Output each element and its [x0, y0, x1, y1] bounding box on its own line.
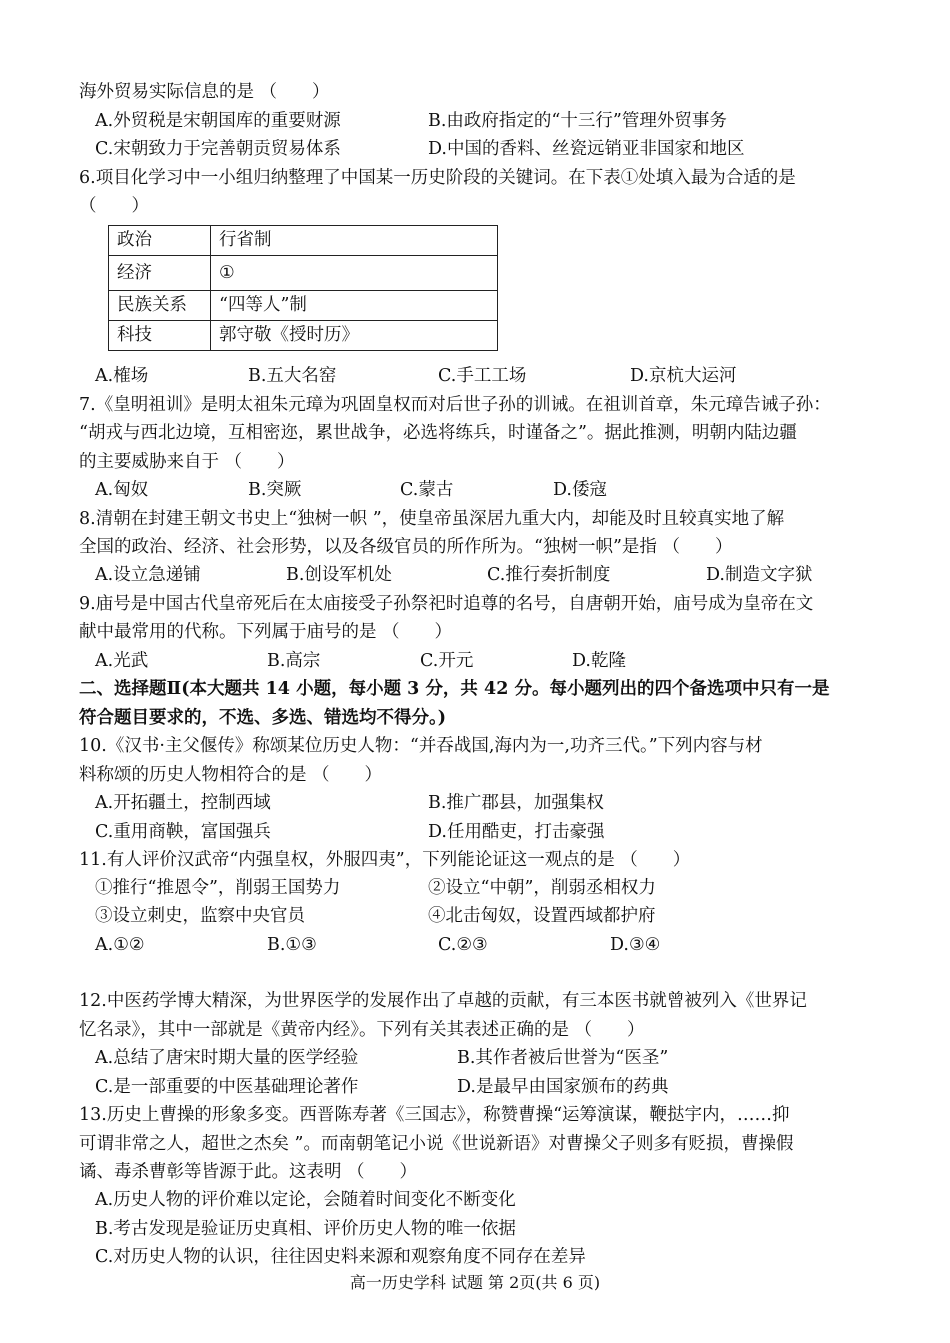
q6-option-d: D.京杭大运河 — [630, 366, 737, 386]
q9-option-d: D.乾隆 — [572, 651, 626, 671]
q13-option-c: C.对历史人物的认识，往往因史料来源和观察角度不同存在差异 — [95, 1247, 586, 1267]
q7-option-c: C.蒙古 — [400, 480, 454, 500]
q6-option-b: B.五大名窑 — [248, 366, 337, 386]
q11-option-b: B.①③ — [267, 935, 317, 955]
q11-item-2: ②设立“中朝”，削弱丞相权力 — [428, 878, 656, 898]
table-key: 经济 — [109, 256, 211, 291]
q12-stem-line: 12.中医药学博大精深，为世界医学的发展作出了卓越的贡献，有三本医书就曾被列入《世界记 — [79, 991, 807, 1011]
table-key: 科技 — [109, 321, 211, 351]
section-2-heading-cont: 符合题目要求的，不选、多选、错选均不得分。) — [79, 708, 447, 728]
q6-stem: 6.项目化学习中一小组归纳整理了中国某一历史阶段的关键词。在下表①处填入最为合适的是 — [79, 168, 796, 188]
q13-stem-line: 可谓非常之人，超世之杰矣 ”。而南朝笔记小说《世说新语》对曹操父子则多有贬损，曹操假 — [79, 1134, 794, 1154]
q5-option-b: B.由政府指定的“十三行”管理外贸事务 — [428, 111, 727, 131]
q8-stem-line: 8.清朝在封建王朝文书史上“独树一帜 ”，使皇帝虽深居九重大内，却能及时且较真实地了解 — [79, 509, 785, 529]
q11-option-c: C.②③ — [438, 935, 488, 955]
q9-option-a: A.光武 — [95, 651, 149, 671]
q9-stem-line: 9.庙号是中国古代皇帝死后在太庙接受子孙祭祀时追尊的名号，自唐朝开始，庙号成为皇帝在文 — [79, 594, 814, 614]
q6-keyword-table — [108, 225, 498, 351]
table-key: 政治 — [109, 226, 211, 256]
q7-option-b: B.突厥 — [248, 480, 302, 500]
q12-option-a: A.总结了唐宋时期大量的医学经验 — [95, 1048, 359, 1068]
q11-item-4: ④北击匈奴，设置西域都护府 — [428, 906, 656, 926]
q8-option-b: B.创设军机处 — [286, 565, 392, 585]
q12-option-d: D.是最早由国家颁布的药典 — [457, 1077, 669, 1097]
q13-option-b: B.考古发现是验证历史真相、评价历史人物的唯一依据 — [95, 1219, 516, 1239]
q12-stem-line: 忆名录》，其中一部就是《黄帝内经》。下列有关其表述正确的是 （ ） — [79, 1020, 645, 1040]
q10-stem-line: 料称颂的历史人物相符合的是 （ ） — [79, 765, 383, 785]
q6-option-a: A.榷场 — [95, 366, 149, 386]
table-row — [109, 226, 498, 256]
q8-option-c: C.推行奏折制度 — [487, 565, 611, 585]
q6-stem-bracket: （ ） — [79, 196, 149, 216]
q10-option-d: D.任用酷吏，打击豪强 — [428, 822, 605, 842]
q11-stem: 11.有人评价汉武帝“内强皇权，外服四夷”，下列能论证这一观点的是 （ ） — [79, 850, 691, 870]
q11-option-a: A.①② — [95, 935, 145, 955]
q8-option-d: D.制造文字狱 — [706, 565, 813, 585]
q6-option-c: C.手工工场 — [438, 366, 527, 386]
q5-option-c: C.宋朝致力于完善朝贡贸易体系 — [95, 139, 341, 159]
q7-option-d: D.倭寇 — [553, 480, 607, 500]
table-value: “四等人”制 — [211, 291, 498, 321]
q8-stem-line: 全国的政治、经济、社会形势，以及各级官员的所作所为。“独树一帜”是指 （ ） — [79, 537, 733, 557]
q12-option-c: C.是一部重要的中医基础理论著作 — [95, 1077, 359, 1097]
table-value: 郭守敬《授时历》 — [211, 321, 498, 351]
table-value: ① — [211, 256, 498, 291]
q11-item-1: ①推行“推恩令”，削弱王国势力 — [95, 878, 341, 898]
q10-option-a: A.开拓疆土，控制西域 — [95, 793, 271, 813]
section-2-heading: 二、选择题Ⅱ(本大题共 14 小题，每小题 3 分，共 42 分。每小题列出的四个备选项中只有一是 — [79, 679, 830, 699]
q7-stem-line: “胡戎与西北边境，互相密迩，累世战争，必选将练兵，时谨备之”。据此推测，明朝内陆边疆 — [79, 423, 797, 443]
q7-option-a: A.匈奴 — [95, 480, 149, 500]
q11-option-d: D.③④ — [610, 935, 661, 955]
table-row — [109, 256, 498, 291]
q10-stem-line: 10.《汉书·主父偃传》称颂某位历史人物：“并吞战国,海内为一,功齐三代。”下列内容与材 — [79, 736, 763, 756]
q5-option-d: D.中国的香料、丝瓷远销亚非国家和地区 — [428, 139, 745, 159]
table-row — [109, 291, 498, 321]
q5-option-a: A.外贸税是宋朝国库的重要财源 — [95, 111, 341, 131]
q13-option-a: A.历史人物的评价难以定论，会随着时间变化不断变化 — [95, 1190, 516, 1210]
q10-option-b: B.推广郡县，加强集权 — [428, 793, 604, 813]
q9-option-c: C.开元 — [420, 651, 474, 671]
table-row — [109, 321, 498, 351]
q13-stem-line: 谲、毒杀曹彰等皆源于此。这表明 （ ） — [79, 1162, 418, 1182]
q8-option-a: A.设立急递铺 — [95, 565, 201, 585]
table-key: 民族关系 — [109, 291, 211, 321]
q7-stem-line: 7.《皇明祖训》是明太祖朱元璋为巩固皇权而对后世子孙的训诫。在祖训首章，朱元璋告诫子孙： — [79, 395, 831, 415]
q7-stem-line: 的主要威胁来自于 （ ） — [79, 452, 295, 472]
q9-stem-line: 献中最常用的代称。下列属于庙号的是 （ ） — [79, 622, 453, 642]
q11-item-3: ③设立刺史，监察中央官员 — [95, 906, 305, 926]
table-value: 行省制 — [211, 226, 498, 256]
q5-stem-tail: 海外贸易实际信息的是 （ ） — [79, 82, 330, 102]
page-footer: 高一历史学科 试题 第 2页(共 6 页) — [349, 1273, 601, 1292]
q12-option-b: B.其作者被后世誉为“医圣” — [457, 1048, 669, 1068]
q10-option-c: C.重用商鞅，富国强兵 — [95, 822, 271, 842]
q13-stem-line: 13.历史上曹操的形象多变。西晋陈寿著《三国志》，称赞曹操“运筹演谋，鞭挞宇内，……抑 — [79, 1105, 790, 1125]
q9-option-b: B.高宗 — [267, 651, 321, 671]
